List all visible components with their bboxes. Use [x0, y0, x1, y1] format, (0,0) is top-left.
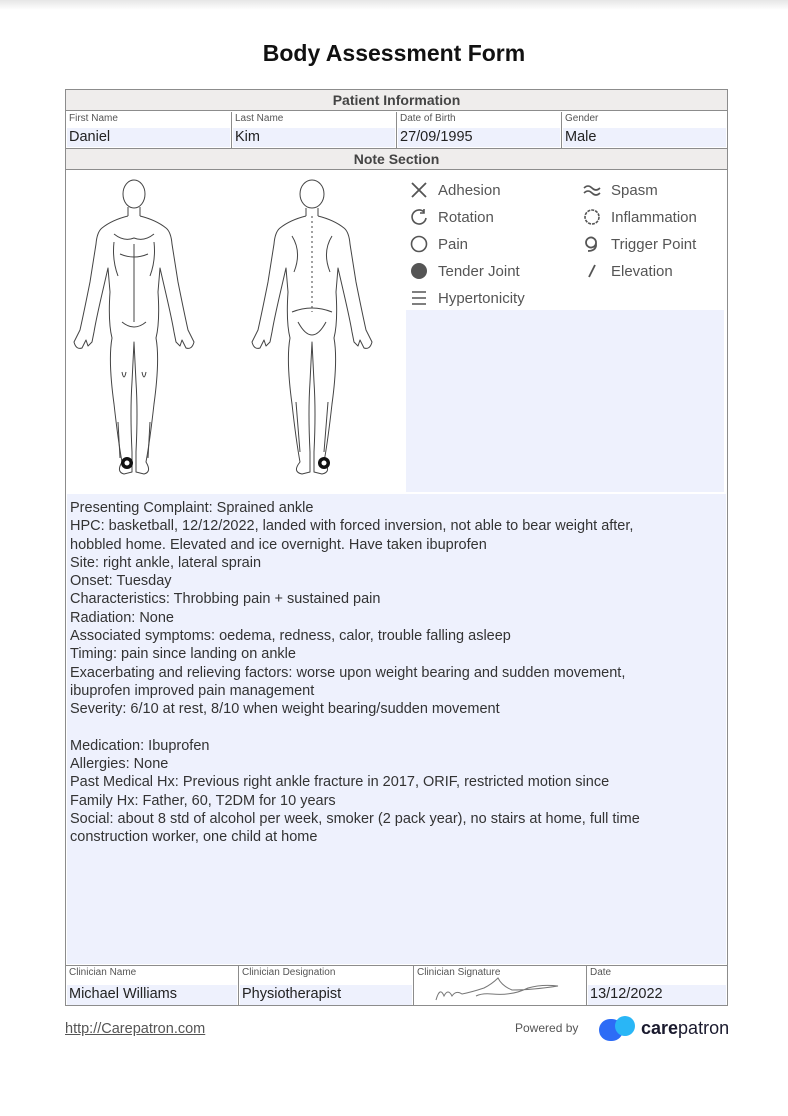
legend-inflammation [582, 207, 697, 227]
legend-spasm [582, 180, 658, 200]
first-name-cell [66, 112, 232, 148]
circle-icon [409, 234, 429, 254]
carepatron-logo-icon [599, 1015, 637, 1041]
body-chart-svg [66, 172, 406, 492]
note-line: ibuprofen improved pain management [70, 682, 315, 699]
patient-fields-row [66, 112, 727, 149]
note-line: Site: right ankle, lateral sprain [70, 554, 262, 571]
note-line: construction worker, one child at home [70, 829, 318, 846]
legend-label: Inflammation [611, 208, 697, 226]
legend-rotation [409, 207, 494, 227]
inflammation-icon [582, 207, 602, 227]
tender-joint-marker-front [121, 457, 133, 469]
gender-field[interactable]: Male [563, 128, 726, 147]
legend-pain [409, 234, 468, 254]
last-name-label: Last Name [235, 113, 284, 124]
gender-cell [562, 112, 727, 148]
body-diagram[interactable] [66, 172, 406, 492]
last-name-cell [232, 112, 397, 148]
symbol-legend [406, 172, 727, 310]
legend-label: Hypertonicity [438, 289, 525, 307]
spasm-icon [582, 180, 602, 200]
filled-circle-icon [409, 261, 429, 281]
note-line: Family Hx: Father, 60, T2DM for 10 years [70, 792, 336, 809]
date-cell [587, 966, 727, 1006]
clinician-name-field[interactable]: Michael Williams [67, 985, 237, 1005]
legend-hypertonicity [409, 288, 525, 308]
clinician-signature-cell[interactable] [414, 966, 587, 1006]
legend-label: Pain [438, 235, 469, 253]
x-icon [409, 180, 429, 200]
legend-label: Tender Joint [438, 262, 520, 280]
note-line: Characteristics: Throbbing pain + sustained pain [70, 591, 381, 608]
legend-tender-joint [409, 261, 520, 281]
carepatron-logo[interactable] [599, 1015, 729, 1041]
note-line: Social: about 8 std of alcohol per week, smoker (2 pack year), no stairs at home, full time [70, 811, 640, 828]
clinician-row [66, 965, 727, 1006]
note-line: Allergies: None [70, 756, 169, 773]
note-line: Timing: pain since landing on ankle [70, 646, 296, 663]
legend-label: Adhesion [438, 181, 501, 199]
note-line: Radiation: None [70, 609, 174, 626]
clinician-designation-field[interactable]: Physiotherapist [240, 985, 412, 1005]
dob-cell [397, 112, 562, 148]
legend-trigger-point [582, 234, 696, 254]
note-line: Past Medical Hx: Previous right ankle fracture in 2017, ORIF, restricted motion since [70, 774, 610, 791]
dob-label: Date of Birth [400, 113, 456, 124]
note-line: Medication: Ibuprofen [70, 737, 210, 754]
slash-icon [582, 261, 602, 281]
rotation-icon [409, 207, 429, 227]
legend-label: Trigger Point [611, 235, 697, 253]
legend-label: Spasm [611, 181, 658, 199]
note-section-heading: Note Section [66, 149, 727, 170]
note-line: Associated symptoms: oedema, redness, calor, trouble falling asleep [70, 628, 511, 645]
gender-label: Gender [565, 113, 599, 124]
legend-elevation [582, 261, 673, 281]
legend-adhesion [409, 180, 501, 200]
trigger-point-icon [582, 234, 602, 254]
date-field[interactable]: 13/12/2022 [588, 985, 726, 1005]
clinician-signature-label: Clinician Signature [417, 967, 501, 978]
note-line: HPC: basketball, 12/12/2022, landed with forced inversion, not able to bear weight after, [70, 518, 634, 535]
clinician-name-cell [66, 966, 239, 1006]
dob-field[interactable]: 27/09/1995 [398, 128, 560, 147]
assessment-notes-field[interactable] [67, 494, 726, 964]
signature-image [432, 974, 562, 1004]
last-name-field[interactable]: Kim [233, 128, 395, 147]
powered-by-text: Powered by [515, 1021, 579, 1035]
diagram-notes-field[interactable] [406, 310, 724, 492]
note-line: Severity: 6/10 at rest, 8/10 when weight bearing/sudden movement [70, 701, 500, 718]
back-body-figure [252, 180, 372, 474]
first-name-label: First Name [69, 113, 118, 124]
triple-line-icon [409, 288, 429, 308]
page-title: Body Assessment Form [262, 40, 526, 66]
front-body-figure [74, 180, 194, 474]
legend-label: Rotation [438, 208, 494, 226]
carepatron-link[interactable]: http://Carepatron.com [65, 1021, 206, 1037]
carepatron-wordmark: carepatron [641, 1017, 730, 1038]
note-line: Presenting Complaint: Sprained ankle [70, 500, 314, 516]
date-label: Date [590, 967, 612, 978]
first-name-field[interactable]: Daniel [67, 128, 230, 147]
note-line: hobbled home. Elevated and ice overnight. Have taken ibuprofen [70, 536, 487, 553]
tender-joint-marker-back [318, 457, 330, 469]
clinician-designation-cell [239, 966, 414, 1006]
top-shadow [0, 0, 788, 10]
assessment-form [65, 89, 728, 1006]
note-line [70, 719, 723, 737]
note-line: Exacerbating and relieving factors: worse upon weight bearing and sudden movement, [70, 664, 626, 681]
patient-info-heading: Patient Information [66, 90, 727, 111]
clinician-name-label: Clinician Name [69, 967, 137, 978]
clinician-designation-label: Clinician Designation [242, 967, 336, 978]
legend-label: Elevation [611, 262, 673, 280]
note-line: Onset: Tuesday [70, 573, 172, 590]
